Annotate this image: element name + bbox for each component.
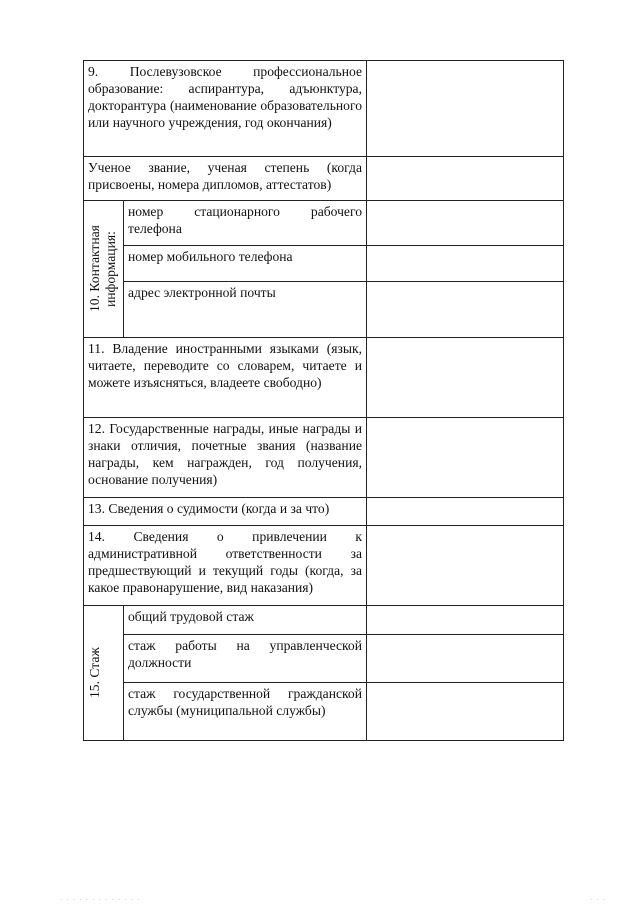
row-work-phone [84,201,564,246]
scan-artifact-right: . . . [590,893,607,902]
row-postgraduate-education [84,61,564,157]
work-phone-label: номер стационарного рабочего телефона [124,201,367,246]
email-value[interactable] [367,282,564,338]
total-experience-label: общий трудовой стаж [124,606,367,635]
management-experience-value[interactable] [367,635,564,683]
row-criminal-record [84,498,564,526]
state-awards-value[interactable] [367,418,564,498]
criminal-record-value[interactable] [367,498,564,526]
postgraduate-education-label: 9. Послевузовское профессиональное образование: аспирантура, адъюнктура, докторантура (наименование образовательного или научного учреждения, год окончания) [84,61,367,157]
experience-group-label [84,606,124,741]
management-experience-label: стаж работы на управленческой должности [124,635,367,683]
email-label: адрес электронной почты [124,282,367,338]
state-awards-label: 12. Государственные награды, иные награды и знаки отличия, почетные звания (название награды, кем награжден, год получения, основание получения) [84,418,367,498]
civil-service-experience-label: стаж государственной гражданской службы (муниципальной службы) [124,683,367,741]
row-foreign-languages [84,338,564,418]
row-administrative-liability [84,526,564,606]
row-management-experience [84,635,564,683]
row-total-experience [84,606,564,635]
work-phone-value[interactable] [367,201,564,246]
mobile-phone-value[interactable] [367,245,564,282]
scan-artifact-left: . . . . . . . . . . . . . [60,893,141,902]
mobile-phone-label: номер мобильного телефона [124,245,367,282]
row-mobile-phone [84,245,564,282]
criminal-record-label: 13. Сведения о судимости (когда и за что) [84,498,367,526]
total-experience-value[interactable] [367,606,564,635]
row-civil-service-experience [84,683,564,741]
row-email [84,282,564,338]
contact-info-group-label [84,201,124,338]
foreign-languages-value[interactable] [367,338,564,418]
postgraduate-education-value[interactable] [367,61,564,157]
questionnaire-table [83,60,564,741]
row-state-awards [84,418,564,498]
experience-label: 15. Стаж [86,647,102,699]
civil-service-experience-value[interactable] [367,683,564,741]
foreign-languages-label: 11. Владение иностранными языками (язык, читаете, переводите со словарем, читаете и можете изъясняться, владеете свободно) [84,338,367,418]
row-academic-degree [84,157,564,201]
contact-info-label: 10. Контактная информация: [86,225,118,313]
academic-degree-label: Ученое звание, ученая степень (когда присвоены, номера дипломов, аттестатов) [84,157,367,201]
administrative-liability-label: 14. Сведения о привлечении к административной ответственности за предшествующий и текущий годы (когда, за какое правонарушение, вид наказания) [84,526,367,606]
administrative-liability-value[interactable] [367,526,564,606]
academic-degree-value[interactable] [367,157,564,201]
